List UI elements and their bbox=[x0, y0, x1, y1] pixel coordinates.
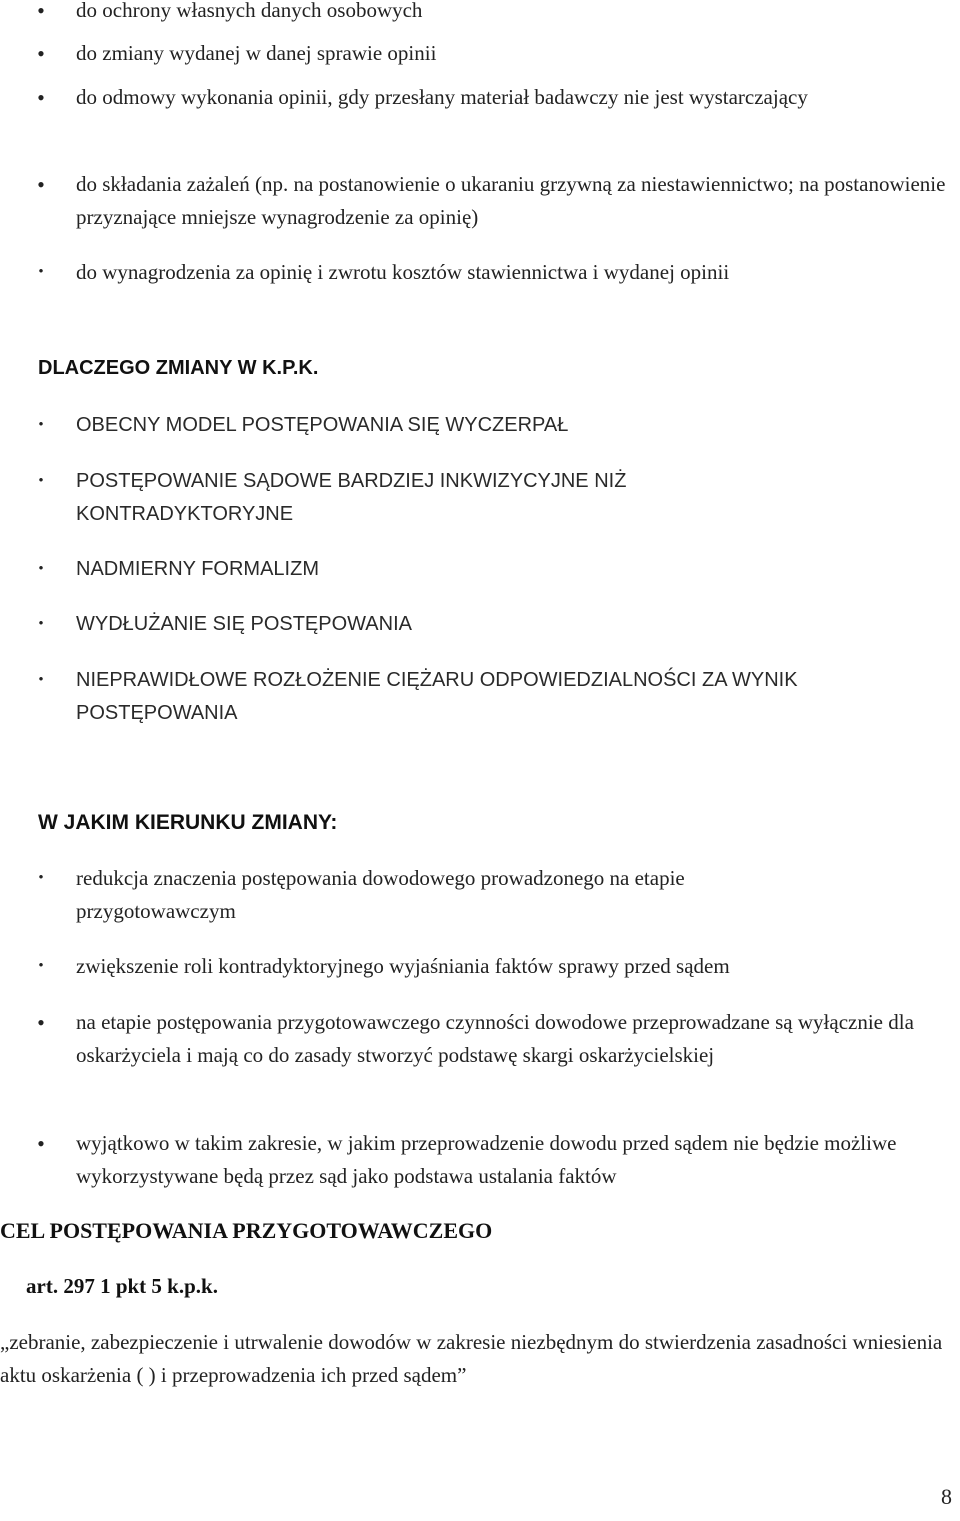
list-item bbox=[38, 465, 796, 531]
section-heading-direction: W JAKIM KIERUNKU ZMIANY: bbox=[38, 811, 338, 834]
bullet-icon: • bbox=[37, 1131, 45, 1156]
list-item-text: zwiększenie roli kontradyktoryjnego wyjaśniania faktów sprawy przed sądem bbox=[76, 954, 730, 978]
bullet-icon: • bbox=[38, 264, 44, 280]
section-heading-why: DLACZEGO ZMIANY W K.P.K. bbox=[38, 357, 319, 379]
list-item-text: NIEPRAWIDŁOWE ROZŁOŻENIE CIĘŻARU ODPOWIEDZIALNOŚCI ZA WYNIK POSTĘPOWANIA bbox=[76, 669, 798, 724]
list-item bbox=[37, 81, 836, 114]
bullet-icon: • bbox=[37, 85, 45, 110]
bullet-icon: • bbox=[38, 473, 44, 489]
page-number: 8 bbox=[941, 1484, 952, 1509]
list-item bbox=[37, 1006, 956, 1072]
list-item bbox=[38, 553, 952, 586]
list-item-text: do wynagrodzenia za opinię i zwrotu kosztów stawiennictwa i wydanej opinii bbox=[76, 260, 730, 284]
article-reference: art. 297 1 pkt 5 k.p.k. bbox=[26, 1274, 218, 1298]
list-item bbox=[37, 0, 952, 27]
list-item bbox=[38, 256, 952, 289]
list-item bbox=[38, 862, 836, 928]
list-item bbox=[38, 664, 916, 730]
list-item bbox=[38, 950, 952, 983]
bullet-icon: • bbox=[38, 672, 44, 688]
list-item bbox=[38, 409, 952, 442]
list-item-text: NADMIERNY FORMALIZM bbox=[76, 558, 319, 580]
bullet-icon: • bbox=[38, 958, 44, 974]
list-item bbox=[37, 37, 952, 70]
list-item-text: WYDŁUŻANIE SIĘ POSTĘPOWANIA bbox=[76, 613, 412, 635]
list-item bbox=[37, 168, 956, 234]
bullet-icon: • bbox=[37, 0, 45, 23]
list-item bbox=[37, 1127, 936, 1193]
list-item-text: do odmowy wykonania opinii, gdy przesłany materiał badawczy nie jest wystarczający bbox=[76, 85, 808, 109]
article-quote: „zebranie, zabezpieczenie i utrwalenie dowodów w zakresie niezbędnym do stwierdzenia zasadności wniesienia aktu oskarżenia ( ) i przeprowadzenia ich przed sądem” bbox=[0, 1330, 943, 1387]
list-item-text: do ochrony własnych danych osobowych bbox=[76, 0, 423, 22]
bullet-icon: • bbox=[38, 616, 44, 632]
list-item-text: do zmiany wydanej w danej sprawie opinii bbox=[76, 41, 437, 65]
section-heading-goal: CEL POSTĘPOWANIA PRZYGOTOWAWCZEGO bbox=[0, 1218, 493, 1243]
list-item-text: OBECNY MODEL POSTĘPOWANIA SIĘ WYCZERPAŁ bbox=[76, 414, 569, 436]
list-item bbox=[38, 608, 952, 641]
bullet-icon: • bbox=[37, 41, 45, 66]
list-item-text: wyjątkowo w takim zakresie, w jakim przeprowadzenie dowodu przed sądem nie będzie możliwe wykorzystywane będą przez sąd jako podstawa ustalania faktów bbox=[76, 1131, 897, 1188]
list-item-text: POSTĘPOWANIE SĄDOWE BARDZIEJ INKWIZYCYJNE NIŻ KONTRADYKTORYJNE bbox=[76, 470, 627, 525]
list-item-text: na etapie postępowania przygotowawczego czynności dowodowe przeprowadzane są wyłącznie dla oskarżyciela i mają co do zasady stworzyć podstawę skargi oskarżycielskiej bbox=[76, 1010, 914, 1067]
bullet-icon: • bbox=[37, 172, 45, 197]
bullet-icon: • bbox=[38, 417, 44, 433]
bullet-icon: • bbox=[38, 870, 44, 886]
list-item-text: do składania zażaleń (np. na postanowienie o ukaraniu grzywną za niestawiennictwo; na postanowienie przyznające mniejsze wynagrodzenie za opinię) bbox=[76, 172, 946, 229]
bullet-icon: • bbox=[38, 561, 44, 577]
bullet-icon: • bbox=[37, 1010, 45, 1035]
list-item-text: redukcja znaczenia postępowania dowodowego prowadzonego na etapie przygotowawczym bbox=[76, 866, 685, 923]
